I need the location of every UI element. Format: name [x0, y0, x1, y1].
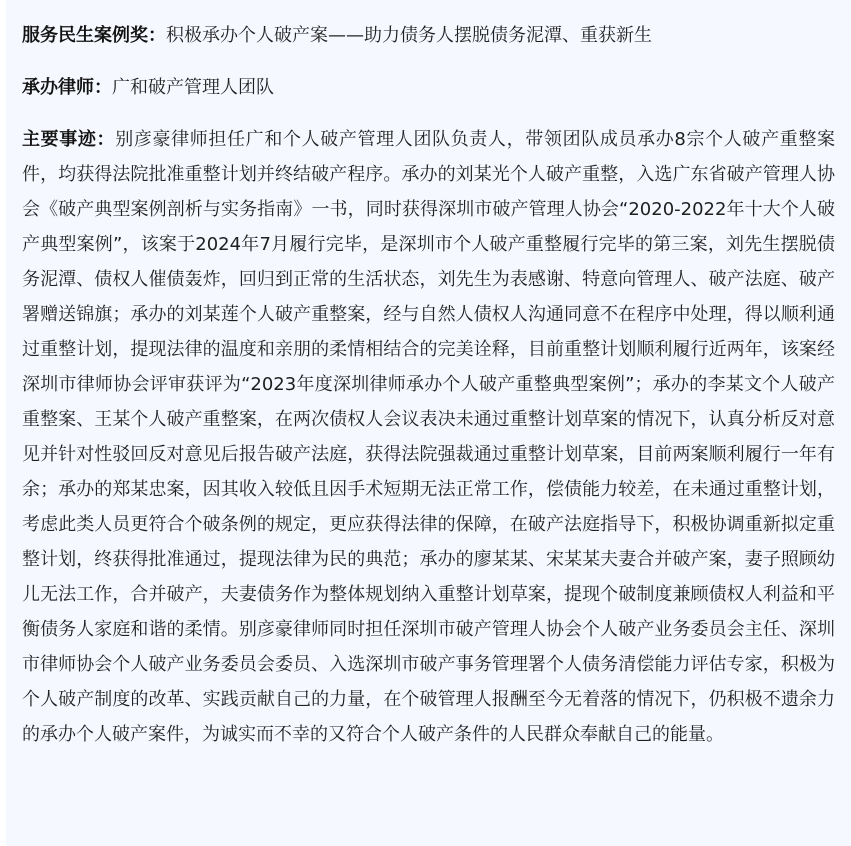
- award-paragraph: [22, 18, 835, 53]
- award-card: [6, 0, 851, 846]
- lawyer-name: 广和破产管理人团队: [112, 77, 274, 98]
- lawyer-label: 承办律师：: [22, 77, 112, 98]
- facts-paragraph: [22, 122, 835, 752]
- lawyer-paragraph: [22, 70, 835, 105]
- award-label: 服务民生案例奖：: [22, 25, 166, 46]
- facts-label: 主要事迹：: [22, 129, 116, 150]
- award-title: 积极承办个人破产案——助力债务人摆脱债务泥潭、重获新生: [166, 25, 652, 46]
- facts-text: 别彦豪律师担任广和个人破产管理人团队负责人，带领团队成员承办8宗个人破产重整案件，均获得法院批准重整计划并终结破产程序。承办的刘某光个人破产重整，入选广东省破产管理人协会《破产典型案例剖析与实务指南》一书，同时获得深圳市破产管理人协会“2020-2022年十大个人破产典型案例”，该案于2024年7月履行完毕，是深圳市个人破产重整履行完毕的第三案，刘先生摆脱债务泥潭、债权人催债轰炸，回归到正常的生活状态，刘先生为表感谢、特意向管理人、破产法庭、破产署赠送锦旗；承办的刘某莲个人破产重整案，经与自然人债权人沟通同意不在程序中处理，得以顺利通过重整计划，提现法律的温度和亲朋的柔情相结合的完美诠释，目前重整计划顺利履行近两年，该案经深圳市律师协会评审获评为“2023年度深圳律师承办个人破产重整典型案例”；承办的李某文个人破产重整案、王某个人破产重整案，在两次债权人会议表决未通过重整计划草案的情况下，认真分析反对意见并针对性驳回反对意见后报告破产法庭，获得法院强裁通过重整计划草案，目前两案顺利履行一年有余；承办的郑某忠案，因其收入较低且因手术短期无法正常工作，偿债能力较差，在未通过重整计划，考虑此类人员更符合个破条例的规定，更应获得法律的保障，在破产法庭指导下，积极协调重新拟定重整计划，终获得批准通过，提现法律为民的典范；承办的廖某某、宋某某夫妻合并破产案，妻子照顾幼儿无法工作，合并破产，夫妻债务作为整体规划纳入重整计划草案，提现个破制度兼顾债权人利益和平衡债务人家庭和谐的柔情。别彦豪律师同时担任深圳市破产管理人协会个人破产业务委员会主任、深圳市律师协会个人破产业务委员会委员、入选深圳市破产事务管理署个人债务清偿能力评估专家，积极为个人破产制度的改革、实践贡献自己的力量，在个破管理人报酬至今无着落的情况下，仍积极不遗余力的承办个人破产案件，为诚实而不幸的又符合个人破产条件的人民群众奉献自己的能量。: [22, 129, 835, 745]
